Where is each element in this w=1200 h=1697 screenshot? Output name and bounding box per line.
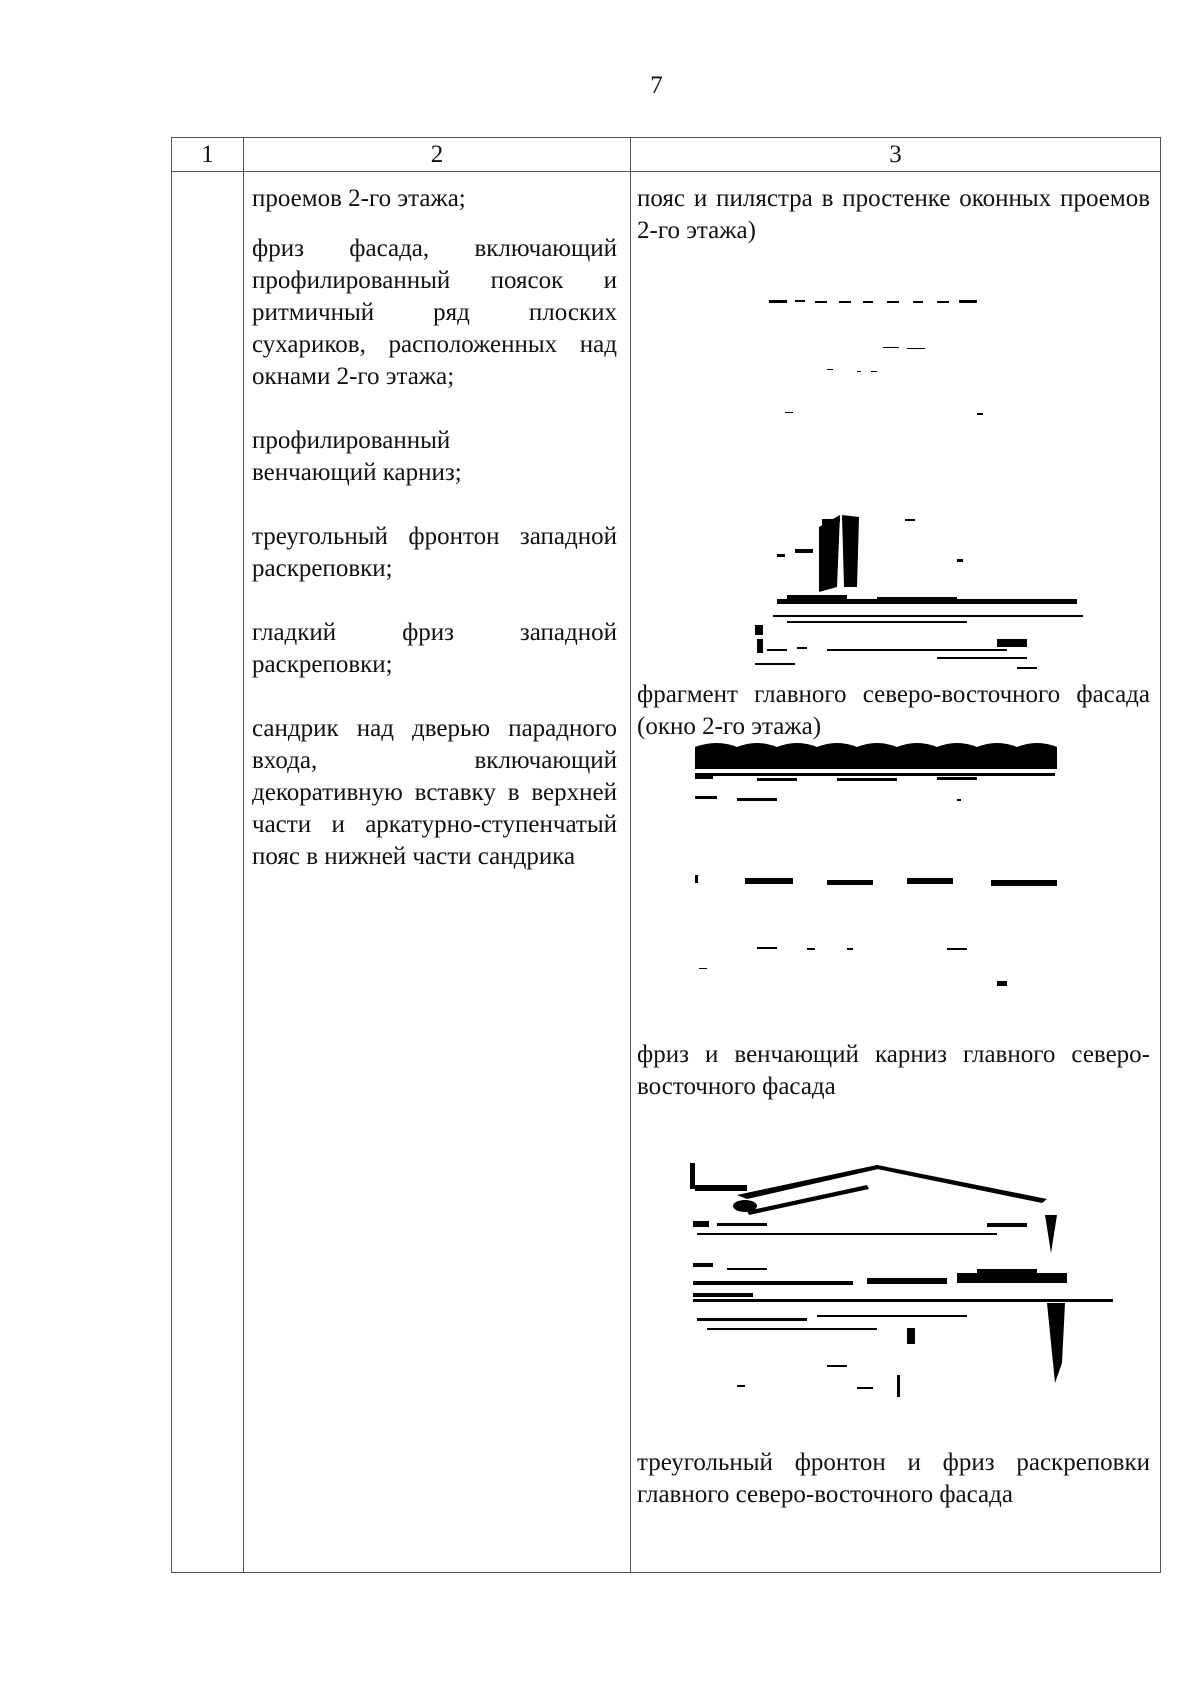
- col-3-cell: [631, 172, 1161, 1573]
- item-frieze: фриз фасада, включающий профилированный поясок и ритмичный ряд плоских сухариков, расположенных над окнами 2-го этажа;: [252, 235, 617, 390]
- item-cornice: профилированный венчающий карниз;: [252, 427, 462, 486]
- header-col-2: 2: [244, 138, 631, 172]
- figure1-caption: фрагмент главного северо-восточного фасада (окно 2-го этажа): [637, 681, 1150, 740]
- col-1-cell: [172, 172, 244, 1573]
- body-row: [172, 172, 1161, 1573]
- pediment-photo: [637, 1103, 1150, 1447]
- header-row: [172, 138, 1161, 172]
- heritage-table: [171, 137, 1161, 1573]
- header-col-1: 1: [172, 138, 244, 172]
- figure2-caption: фриз и венчающий карниз главного северо-восточного фасада: [637, 1041, 1150, 1100]
- item-window-openings: проемов 2-го этажа;: [252, 185, 466, 212]
- item-sandrik: сандрик над дверью парадного входа, включающий декоративную вставку в верхней части и аркатурно-ступенчатый пояс в нижней части сандрика: [252, 715, 617, 870]
- figure3-caption: треугольный фронтон и фриз раскреповки главного северо-восточного фасада: [637, 1449, 1150, 1508]
- item-pediment: треугольный фронтон западной раскреповки;: [252, 523, 617, 582]
- header-col-3: 3: [631, 138, 1161, 172]
- caption-top: пояс и пилястра в простенке оконных проемов 2-го этажа): [637, 185, 1150, 244]
- frieze-cornice-photo: [637, 743, 1150, 1039]
- item-smooth-frieze: гладкий фриз западной раскреповки;: [252, 619, 617, 678]
- col-2-cell: [244, 172, 631, 1573]
- window-fragment-photo: [637, 247, 1150, 679]
- page-number: 7: [650, 72, 663, 99]
